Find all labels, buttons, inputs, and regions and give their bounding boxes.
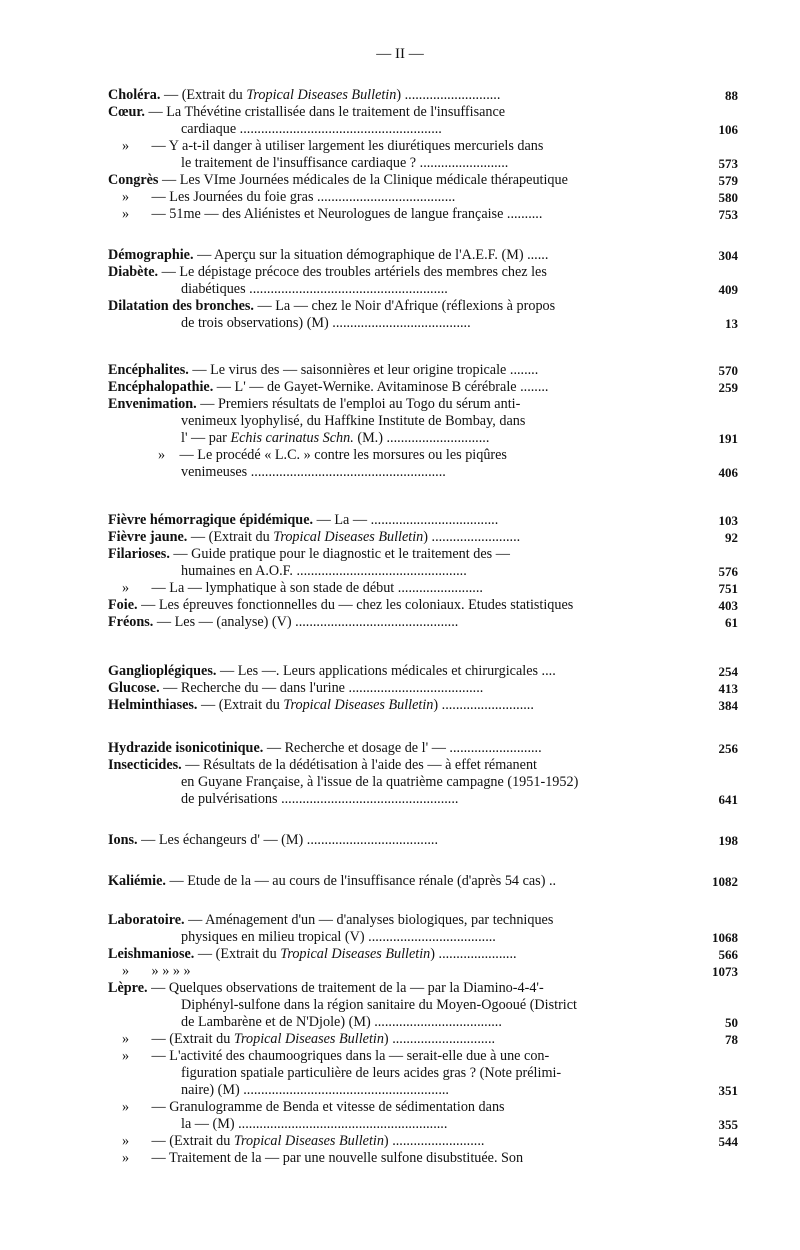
- index-section: [108, 87, 738, 223]
- index-entry: [108, 1116, 738, 1133]
- page-ref: 78: [725, 1032, 738, 1047]
- entry-italic-text: Echis carinatus Schn.: [230, 430, 354, 446]
- page-ref: 409: [718, 282, 738, 297]
- entry-text-tail: ) .........................: [423, 529, 521, 545]
- entry-heading: »: [158, 447, 166, 463]
- page-ref: 259: [718, 380, 738, 395]
- index-entry: [108, 697, 738, 714]
- entry-heading: Foie.: [108, 597, 138, 613]
- entry-text: cardiaque .........................................................: [181, 121, 442, 137]
- entry-text: — Les Journées du foie gras .......................................: [148, 189, 456, 205]
- index-section: [108, 832, 738, 849]
- entry-heading: Démographie.: [108, 247, 194, 263]
- entry-text: figuration spatiale particulière de leurs acides gras ? (Note prélimi-: [181, 1065, 562, 1081]
- entry-text: — L'activité des chaumoogriques dans la — serait-elle due à une con-: [148, 1048, 550, 1064]
- page-ref: 753: [718, 207, 738, 222]
- entry-heading: Ganglioplégiques.: [108, 663, 217, 679]
- page-ref: 304: [718, 248, 738, 263]
- index-entry: [108, 379, 738, 396]
- page-ref: 1082: [712, 874, 738, 889]
- entry-text-tail: ) ...........................: [396, 87, 501, 103]
- entry-heading: Laboratoire.: [108, 912, 185, 928]
- entry-heading: Encéphalites.: [108, 362, 189, 378]
- index-section: [108, 247, 738, 332]
- index-entry: [108, 1082, 738, 1099]
- page-ref: 61: [725, 615, 738, 630]
- index-entry: [108, 740, 738, 757]
- index-entry: [108, 104, 738, 121]
- index-entry: [108, 447, 738, 464]
- index-section: [108, 912, 738, 1167]
- entry-text: — Les —. Leurs applications médicales et chirurgicales ....: [216, 663, 556, 679]
- index-entry: [108, 121, 738, 138]
- index-entry: [108, 873, 738, 890]
- entry-text: — Les épreuves fonctionnelles du — chez les coloniaux. Etudes statistiques: [137, 597, 574, 613]
- page-ref: 570: [718, 363, 738, 378]
- index-entry: [108, 663, 738, 680]
- entry-text: — Traitement de la — par une nouvelle sulfone disubstituée. Son: [148, 1150, 524, 1166]
- page-ref: 406: [718, 465, 738, 480]
- index-entry: [108, 1014, 738, 1031]
- index-entry: [108, 1065, 738, 1082]
- entry-text: le traitement de l'insuffisance cardiaque ? .........................: [181, 155, 509, 171]
- index-entry: [108, 1048, 738, 1065]
- entry-heading: »: [122, 1031, 130, 1047]
- index-entry: [108, 929, 738, 946]
- entry-text-tail: ) .............................: [383, 1031, 496, 1047]
- entry-heading: »: [122, 1150, 130, 1166]
- index-entry: [108, 546, 738, 563]
- index-entry: [108, 87, 738, 104]
- entry-heading: Cœur.: [108, 104, 145, 120]
- index-entry: [108, 247, 738, 264]
- entry-text: — Aperçu sur la situation démographique de l'A.E.F. (M) ......: [193, 247, 549, 263]
- page-ref: 413: [718, 681, 738, 696]
- index-section: [108, 362, 738, 481]
- index-entry: [108, 774, 738, 791]
- index-entry: [108, 614, 738, 631]
- index-entry: [108, 1133, 738, 1150]
- entry-text: Diphényl-sulfone dans la région sanitaire du Moyen-Ogooué (District: [181, 997, 577, 1013]
- page-number: — II —: [376, 46, 424, 62]
- entry-text: — Premiers résultats de l'emploi au Togo du sérum anti-: [196, 396, 521, 412]
- page-ref: 13: [725, 316, 738, 331]
- entry-heading: Helminthiases.: [108, 697, 198, 713]
- entry-heading: Glucose.: [108, 680, 160, 696]
- entry-heading: Insecticides.: [108, 757, 182, 773]
- entry-heading: Fièvre hémorragique épidémique.: [108, 512, 314, 528]
- entry-text: — Le procédé « L.C. » contre les morsures ou les piqûres: [176, 447, 507, 463]
- page-ref: 256: [718, 741, 738, 756]
- entry-text: venimeux lyophylisé, du Haffkine Institute de Bombay, dans: [181, 413, 526, 429]
- page-ref: 351: [718, 1083, 738, 1098]
- index-section: [108, 740, 738, 808]
- entry-text: — La — chez le Noir d'Afrique (réflexions à propos: [253, 298, 556, 314]
- page-ref: 384: [718, 698, 738, 713]
- entry-heading: »: [122, 1099, 130, 1115]
- index-entry: [108, 298, 738, 315]
- page-ref: 1068: [712, 930, 738, 945]
- entry-text-tail: ) ..........................: [383, 1133, 485, 1149]
- entry-heading: Fièvre jaune.: [108, 529, 188, 545]
- entry-text: — (Extrait du: [148, 1133, 234, 1149]
- entry-heading: Hydrazide isonicotinique.: [108, 740, 264, 756]
- entry-text: la — (M) ...........................................................: [181, 1116, 448, 1132]
- entry-heading: Choléra.: [108, 87, 161, 103]
- page-ref: 88: [725, 88, 738, 103]
- entry-text: — Les échangeurs d' — (M) .....................................: [137, 832, 439, 848]
- entry-text: — Aménagement d'un — d'analyses biologiques, par techniques: [184, 912, 554, 928]
- index-entry: [108, 138, 738, 155]
- entry-text: — Recherche du — dans l'urine ......................................: [159, 680, 484, 696]
- index-entry: [108, 980, 738, 997]
- entry-heading: »: [122, 580, 130, 596]
- entry-text: — Le dépistage précoce des troubles artériels des membres chez les: [158, 264, 547, 280]
- entry-text: — Recherche et dosage de l' — ..........................: [263, 740, 542, 756]
- entry-italic-text: Tropical Diseases Bulletin: [233, 1133, 384, 1149]
- entry-heading: Lèpre.: [108, 980, 148, 996]
- page-ref: 254: [718, 664, 738, 679]
- index-section: [108, 873, 738, 890]
- entry-text: — (Extrait du: [187, 529, 274, 545]
- index-section: [108, 663, 738, 714]
- page-ref: 403: [718, 598, 738, 613]
- entry-text: venimeuses .......................................................: [181, 464, 446, 480]
- entry-text: — La — ....................................: [313, 512, 499, 528]
- index-entry: [108, 362, 738, 379]
- page-ref: 573: [718, 156, 738, 171]
- entry-text: — Résultats de la dédétisation à l'aide des — à effet rémanent: [181, 757, 537, 773]
- index-entry: [108, 580, 738, 597]
- entry-text: de trois observations) (M) .......................................: [181, 315, 471, 331]
- page-ref: 106: [718, 122, 738, 137]
- page-ref: 566: [718, 947, 738, 962]
- entry-heading: Envenimation.: [108, 396, 197, 412]
- index-entry: [108, 1099, 738, 1116]
- entry-text-tail: (M.) .............................: [353, 430, 490, 446]
- index-entry: [108, 946, 738, 963]
- index-entry: [108, 413, 738, 430]
- index-entry: [108, 832, 738, 849]
- entry-italic-text: Tropical Diseases Bulletin: [283, 697, 434, 713]
- index-entry: [108, 172, 738, 189]
- entry-heading: Encéphalopathie.: [108, 379, 214, 395]
- page-ref: 103: [718, 513, 738, 528]
- entry-text-tail: ) ......................: [430, 946, 517, 962]
- page-ref: 544: [718, 1134, 738, 1149]
- entry-heading: »: [122, 1048, 130, 1064]
- index-entry: [108, 189, 738, 206]
- entry-heading: Congrès: [108, 172, 159, 188]
- entry-text: — (Extrait du: [194, 946, 281, 962]
- index-entry: [108, 396, 738, 413]
- entry-text: » » » »: [148, 963, 191, 979]
- entry-text: — Y a-t-il danger à utiliser largement les diurétiques mercuriels dans: [148, 138, 544, 154]
- entry-italic-text: Tropical Diseases Bulletin: [233, 1031, 384, 1047]
- entry-heading: Leishmaniose.: [108, 946, 195, 962]
- entry-heading: Filarioses.: [108, 546, 170, 562]
- entry-text: — Les — (analyse) (V) ..............................................: [153, 614, 459, 630]
- page-ref: 576: [718, 564, 738, 579]
- page-ref: 50: [725, 1015, 738, 1030]
- index-entry: [108, 206, 738, 223]
- entry-text: — (Extrait du: [160, 87, 247, 103]
- entry-text: diabétiques ........................................................: [181, 281, 448, 297]
- index-entry: [108, 757, 738, 774]
- index-entry: [108, 512, 738, 529]
- page-ref: 92: [725, 530, 738, 545]
- entry-text: — Quelques observations de traitement de la — par la Diamino-4-4'-: [147, 980, 544, 996]
- entry-italic-text: Tropical Diseases Bulletin: [246, 87, 397, 103]
- index-entry: [108, 464, 738, 481]
- entry-text: physiques en milieu tropical (V) ....................................: [181, 929, 496, 945]
- index-entry: [108, 1031, 738, 1048]
- entry-heading: Ions.: [108, 832, 138, 848]
- index-entry: [108, 563, 738, 580]
- entry-heading: »: [122, 1133, 130, 1149]
- entry-heading: Kaliémie.: [108, 873, 166, 889]
- entry-heading: »: [122, 963, 130, 979]
- entry-text: en Guyane Française, à l'issue de la quatrième campagne (1951-1952): [181, 774, 579, 790]
- entry-text: — (Extrait du: [197, 697, 284, 713]
- entry-text: — La — lymphatique à son stade de début ........................: [148, 580, 483, 596]
- entry-text: de Lambarène et de N'Djole) (M) ....................................: [181, 1014, 502, 1030]
- entry-text: — L' — de Gayet-Wernike. Avitaminose B cérébrale ........: [213, 379, 549, 395]
- entry-text: naire) (M) ..........................................................: [181, 1082, 449, 1098]
- index-entry: [108, 315, 738, 332]
- entry-text: — Etude de la — au cours de l'insuffisance rénale (d'après 54 cas) ..: [165, 873, 557, 889]
- page-ref: 198: [718, 833, 738, 848]
- page-ref: 579: [718, 173, 738, 188]
- index-entry: [108, 791, 738, 808]
- index-entry: [108, 529, 738, 546]
- entry-heading: »: [122, 206, 130, 222]
- index-entry: [108, 597, 738, 614]
- page-ref: 751: [718, 581, 738, 596]
- index-entry: [108, 264, 738, 281]
- index-entry: [108, 281, 738, 298]
- entry-text: — Le virus des — saisonnières et leur origine tropicale ........: [188, 362, 539, 378]
- page-ref: 355: [718, 1117, 738, 1132]
- page-ref: 1073: [712, 964, 738, 979]
- entry-text: — Les VIme Journées médicales de la Clinique médicale thérapeutique: [158, 172, 568, 188]
- entry-text: — (Extrait du: [148, 1031, 234, 1047]
- entry-text: humaines en A.O.F. ................................................: [181, 563, 467, 579]
- entry-heading: Fréons.: [108, 614, 154, 630]
- entry-italic-text: Tropical Diseases Bulletin: [280, 946, 431, 962]
- page-ref: 641: [718, 792, 738, 807]
- entry-text: — Guide pratique pour le diagnostic et le traitement des —: [169, 546, 510, 562]
- entry-heading: »: [122, 138, 130, 154]
- entry-heading: Dilatation des bronches.: [108, 298, 254, 314]
- index-section: [108, 512, 738, 631]
- index-entry: [108, 430, 738, 447]
- index-entry: [108, 155, 738, 172]
- index-entry: [108, 680, 738, 697]
- entry-text: — 51me — des Aliénistes et Neurologues de langue française ..........: [148, 206, 543, 222]
- entry-heading: Diabète.: [108, 264, 159, 280]
- index-entry: [108, 912, 738, 929]
- entry-italic-text: Tropical Diseases Bulletin: [273, 529, 424, 545]
- entry-text: l' — par: [181, 430, 231, 446]
- page-ref: 191: [718, 431, 738, 446]
- entry-text: — La Thévétine cristallisée dans le traitement de l'insuffisance: [144, 104, 506, 120]
- entry-heading: »: [122, 189, 130, 205]
- index-entry: [108, 997, 738, 1014]
- entry-text-tail: ) ..........................: [433, 697, 534, 713]
- index-entry: [108, 963, 738, 980]
- page-ref: 580: [718, 190, 738, 205]
- entry-text: — Granulogramme de Benda et vitesse de sédimentation dans: [148, 1099, 505, 1115]
- entry-text: de pulvérisations ..................................................: [181, 791, 459, 807]
- index-entry: [108, 1150, 738, 1167]
